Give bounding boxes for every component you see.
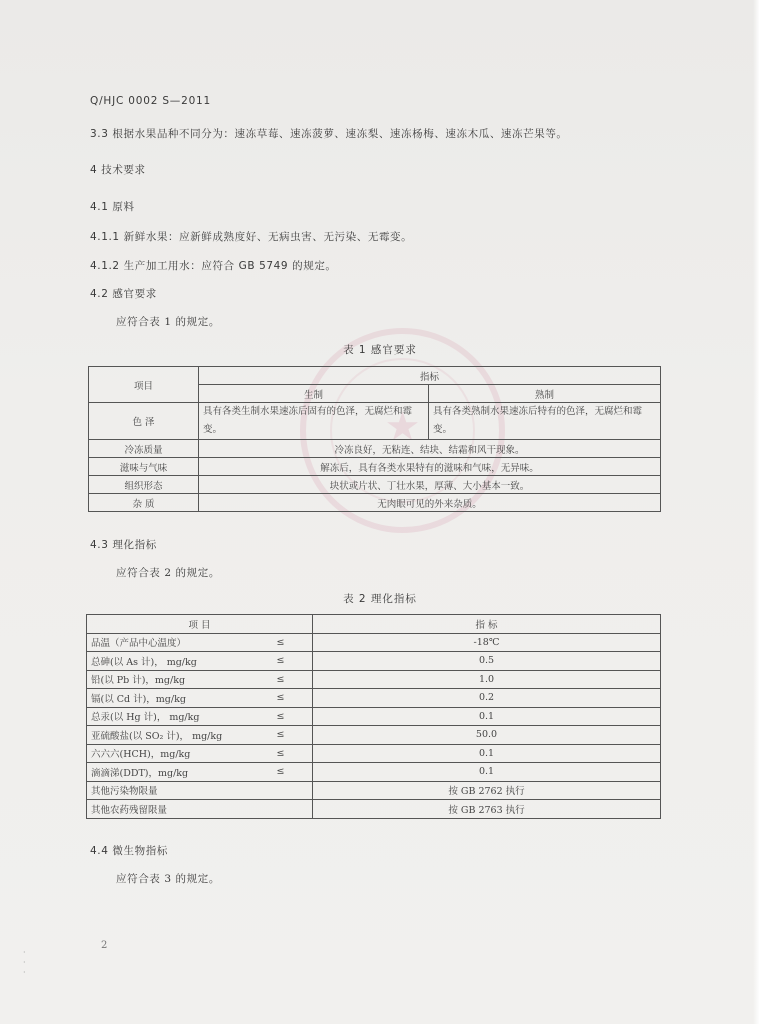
- table2-item-cell: 亚硫酸盐(以 SO₂ 计)， mg/kg: [87, 726, 277, 745]
- table2-item-cell: 总汞(以 Hg 计)， mg/kg: [87, 707, 277, 726]
- table2-value-cell: 0.1: [313, 744, 661, 763]
- table2-value-cell: 0.1: [313, 707, 661, 726]
- table2-caption: 表 2 理化指标: [343, 593, 417, 605]
- table1-row-label: 杂 质: [89, 494, 199, 512]
- table1-texture-value: 块状或片状、丁壮水果，厚薄、大小基本一致。: [199, 476, 661, 494]
- table2-row: [87, 633, 661, 652]
- section-4-heading: 4 技术要求: [90, 164, 146, 176]
- table2-item-cell: 六六六(HCH)，mg/kg: [87, 744, 277, 763]
- table1-row-label: 滋味与气味: [89, 458, 199, 476]
- table1-taste-value: 解冻后，具有各类水果特有的滋味和气味，无异味。: [199, 458, 661, 476]
- section-4-4-heading: 4.4 微生物指标: [90, 845, 168, 857]
- table1-caption: 表 1 感官要求: [343, 344, 417, 356]
- table2-compare-cell: ≤: [277, 689, 313, 708]
- sensory-table: [88, 366, 661, 512]
- table2-row: [87, 652, 661, 671]
- table2-value-cell: 按 GB 2763 执行: [313, 800, 661, 819]
- table1-head-item: 项目: [89, 367, 199, 403]
- table2-compare-cell: ≤: [277, 707, 313, 726]
- table2-value-cell: 1.0: [313, 670, 661, 689]
- table2-row: [87, 781, 661, 800]
- section-3-3: 3.3 根据水果品种不同分为：速冻草莓、速冻菠萝、速冻梨、速冻杨梅、速冻木瓜、速冻芒果等。: [90, 128, 568, 140]
- section-4-1-heading: 4.1 原料: [90, 201, 135, 213]
- table2-item-cell: 总砷(以 As 计)， mg/kg: [87, 652, 277, 671]
- table2-compare-cell: ≤: [277, 726, 313, 745]
- table2-compare-cell: [277, 800, 313, 819]
- page-number: 2: [101, 940, 108, 951]
- table2-item-cell: 镉(以 Cd 计)，mg/kg: [87, 689, 277, 708]
- section-4-3-heading: 4.3 理化指标: [90, 539, 157, 551]
- table2-row: [87, 744, 661, 763]
- table2-row: [87, 763, 661, 782]
- table2-item-cell: 其他污染物限量: [87, 781, 277, 800]
- doc-code: Q/HJC 0002 S—2011: [90, 95, 212, 107]
- scan-edge: [753, 0, 759, 1024]
- table2-compare-cell: ≤: [277, 744, 313, 763]
- table2-row: [87, 670, 661, 689]
- table1-impurity-value: 无肉眼可见的外来杂质。: [199, 494, 661, 512]
- table2-compare-cell: ≤: [277, 633, 313, 652]
- table1-row-label: 组织形态: [89, 476, 199, 494]
- table2-head-index: 指 标: [313, 615, 661, 634]
- section-4-2-text: 应符合表 1 的规定。: [116, 316, 220, 328]
- table2-compare-cell: ≤: [277, 763, 313, 782]
- table2-compare-cell: [277, 781, 313, 800]
- section-4-1-1: 4.1.1 新鲜水果：应新鲜成熟度好、无病虫害、无污染、无霉变。: [90, 231, 413, 243]
- table1-color-cooked: 具有各类熟制水果速冻后特有的色泽，无腐烂和霉变。: [429, 403, 661, 440]
- table2-item-cell: 其他农药残留限量: [87, 800, 277, 819]
- table2-value-cell: 0.5: [313, 652, 661, 671]
- table2-row: [87, 726, 661, 745]
- table1-head-index: 指标: [199, 367, 661, 385]
- table2-head-item: 项 目: [87, 615, 313, 634]
- table1-row-label: 色 泽: [89, 403, 199, 440]
- scan-marks: · · ·: [23, 948, 26, 977]
- table1-row-label: 冷冻质量: [89, 440, 199, 458]
- table2-value-cell: 50.0: [313, 726, 661, 745]
- table1-head-cooked: 熟制: [429, 385, 661, 403]
- table1-freeze-value: 冷冻良好，无粘连、结块、结霜和风干现象。: [199, 440, 661, 458]
- table2-compare-cell: ≤: [277, 670, 313, 689]
- table2-compare-cell: ≤: [277, 652, 313, 671]
- table2-value-cell: 0.1: [313, 763, 661, 782]
- table2-value-cell: -18℃: [313, 633, 661, 652]
- table1-head-raw: 生制: [199, 385, 429, 403]
- table2-value-cell: 0.2: [313, 689, 661, 708]
- table2-row: [87, 689, 661, 708]
- section-4-4-text: 应符合表 3 的规定。: [116, 873, 220, 885]
- table2-row: [87, 800, 661, 819]
- table2-item-cell: 品温（产品中心温度）: [87, 633, 277, 652]
- section-4-3-text: 应符合表 2 的规定。: [116, 567, 220, 579]
- section-4-1-2: 4.1.2 生产加工用水：应符合 GB 5749 的规定。: [90, 260, 337, 272]
- physchem-table: [86, 614, 661, 819]
- seal-star-icon: ★: [384, 404, 421, 450]
- table2-row: [87, 707, 661, 726]
- table2-value-cell: 按 GB 2762 执行: [313, 781, 661, 800]
- table2-item-cell: 铅(以 Pb 计)，mg/kg: [87, 670, 277, 689]
- table1-color-raw: 具有各类生制水果速冻后固有的色泽，无腐烂和霉变。: [199, 403, 429, 440]
- table2-item-cell: 滴滴涕(DDT)，mg/kg: [87, 763, 277, 782]
- section-4-2-heading: 4.2 感官要求: [90, 288, 157, 300]
